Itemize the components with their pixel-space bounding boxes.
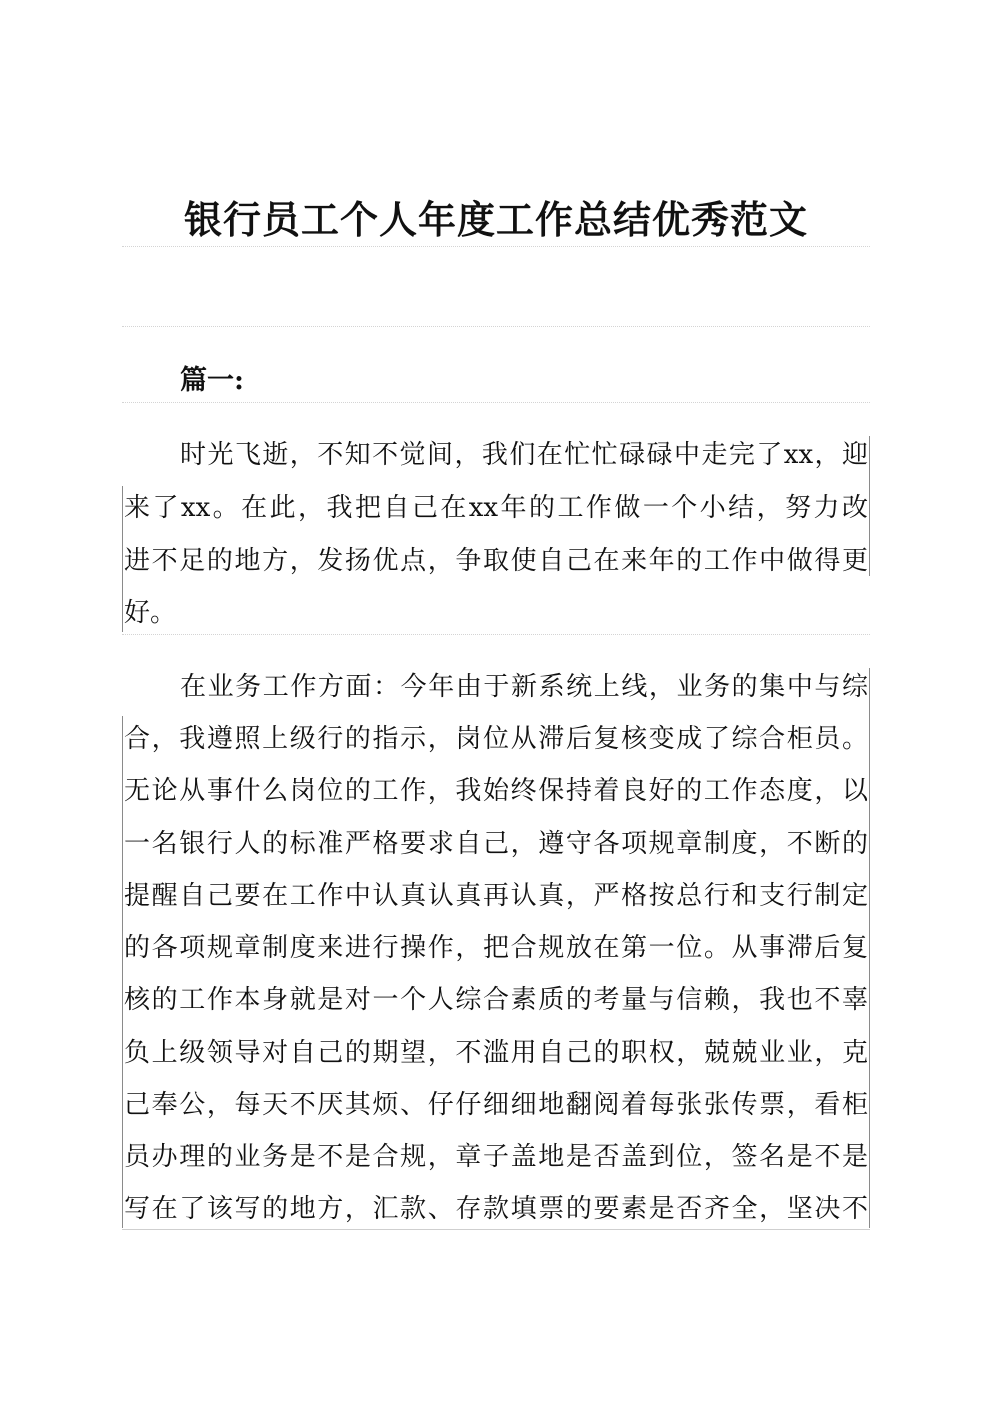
text-line: 好。 bbox=[124, 598, 177, 628]
text-line: 来了xx。在此，我把自己在xx年的工作做一个小结，努力改 bbox=[124, 493, 868, 523]
text-line: 提醒自己要在工作中认真认真再认真，严格按总行和支行制定 bbox=[124, 881, 868, 911]
right-margin-mark bbox=[869, 436, 870, 576]
divider bbox=[122, 326, 870, 327]
left-margin-mark bbox=[122, 486, 123, 632]
text-line: 员办理的业务是不是合规，章子盖地是否盖到位，签名是不是 bbox=[124, 1142, 868, 1172]
right-margin-mark bbox=[869, 668, 870, 1228]
left-margin-mark bbox=[122, 716, 123, 1228]
section-heading: 篇一: bbox=[180, 365, 244, 396]
text-line: 己奉公，每天不厌其烦、仔仔细细地翻阅着每张张传票，看柜 bbox=[124, 1090, 868, 1120]
text-line: 时光飞逝，不知不觉间，我们在忙忙碌碌中走完了xx，迎 bbox=[180, 440, 868, 470]
divider bbox=[122, 402, 870, 403]
text-line: 的各项规章制度来进行操作，把合规放在第一位。从事滞后复 bbox=[124, 933, 868, 963]
document-title: 银行员工个人年度工作总结优秀范文 bbox=[183, 197, 808, 242]
text-line: 无论从事什么岗位的工作，我始终保持着良好的工作态度，以 bbox=[124, 776, 868, 806]
text-line: 写在了该写的地方，汇款、存款填票的要素是否齐全，坚决不 bbox=[124, 1194, 868, 1224]
text-line: 在业务工作方面：今年由于新系统上线，业务的集中与综 bbox=[180, 672, 868, 702]
text-line: 负上级领导对自己的期望，不滥用自己的职权，兢兢业业，克 bbox=[124, 1038, 868, 1068]
text-line: 合，我遵照上级行的指示，岗位从滞后复核变成了综合柜员。 bbox=[124, 724, 868, 754]
text-line: 核的工作本身就是对一个人综合素质的考量与信赖，我也不辜 bbox=[124, 985, 868, 1015]
text-line: 进不足的地方，发扬优点，争取使自己在来年的工作中做得更 bbox=[124, 546, 868, 576]
text-line: 一名银行人的标准严格要求自己，遵守各项规章制度，不断的 bbox=[124, 829, 868, 859]
page-bottom-rule bbox=[122, 1229, 870, 1230]
divider bbox=[122, 246, 870, 247]
divider bbox=[122, 634, 870, 635]
